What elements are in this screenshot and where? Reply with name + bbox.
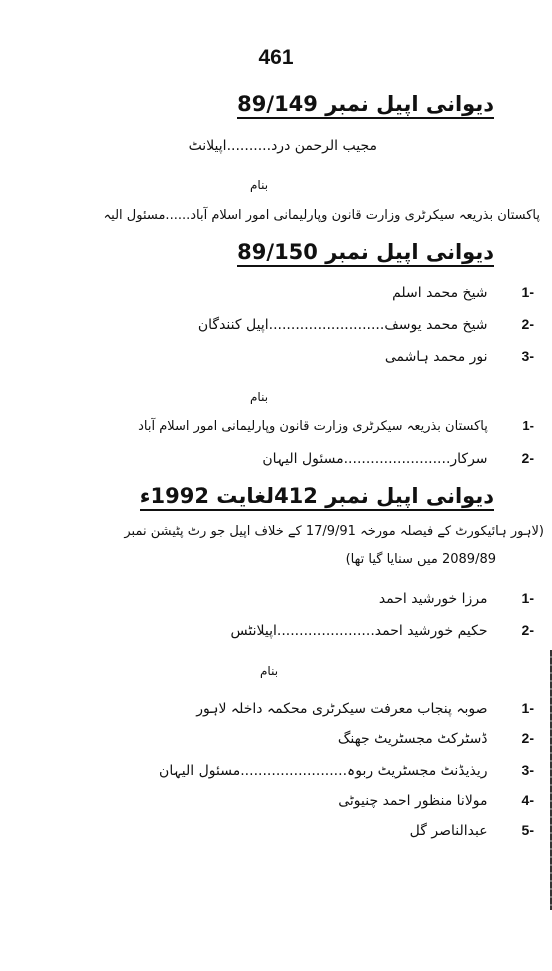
item-number: -1: [521, 590, 534, 606]
item-name: شیخ محمد یوسف..........................اپیل کنندگان: [197, 317, 488, 333]
appeal-412-note-line1: (لاہور ہائیکورٹ کے فیصلہ مورخہ 17/9/91 کے خلاف اپیل جو رٹ پٹیشن نمبر: [124, 524, 544, 539]
item-number: -1: [522, 418, 534, 433]
item-name: ریذیڈنٹ مجسٹریٹ ربوہ........................مسئول الیہان: [159, 763, 488, 779]
appeal-150-respondent-1: [138, 418, 534, 434]
item-number: -2: [521, 450, 534, 466]
appeal-412-versus: بنام: [260, 664, 279, 678]
appeal-150-appellant-2: [198, 316, 534, 333]
appeal-149-heading: [237, 92, 494, 116]
appeal-412-note-line2: 2089/89 میں سنایا گیا تھا): [345, 552, 496, 567]
item-number: -1: [521, 284, 534, 300]
appeal-412-respondent-2: [338, 730, 534, 747]
item-number: -5: [521, 822, 534, 838]
item-number: -2: [521, 622, 534, 638]
appeal-150-heading: [237, 240, 494, 264]
item-name: مرزا خورشید احمد: [378, 591, 488, 607]
item-number: -3: [521, 348, 534, 364]
appeal-412-respondent-5: [410, 822, 534, 839]
appeal-150-heading-text: دیوانی اپیل نمبر 89/150: [237, 240, 494, 267]
appeal-150-versus: بنام: [250, 390, 269, 404]
appeal-149-respondent: پاکستان بذریعہ سیکرٹری وزارت قانون وپارلیمانی امور اسلام آباد......مسئول الیہ: [103, 208, 540, 223]
item-number: -2: [521, 316, 534, 332]
item-name: حکیم خورشید احمد......................اپیلانٹس: [230, 623, 488, 639]
item-number: -3: [521, 762, 534, 778]
appeal-150-respondent-2: [262, 450, 534, 467]
item-number: -1: [521, 700, 534, 716]
page-number: 461: [258, 46, 294, 69]
item-name: سرکار........................مسئول الیہان: [262, 451, 488, 467]
appeal-150-appellant-1: [392, 284, 534, 301]
item-number: -2: [521, 730, 534, 746]
appeal-412-appellant-1: [379, 590, 534, 607]
item-name: صوبہ پنجاب معرفت سیکرٹری محکمہ داخلہ لاہور: [196, 701, 488, 717]
appeal-149-heading-text: دیوانی اپیل نمبر 89/149: [237, 92, 494, 119]
appeal-412-respondent-3: [159, 762, 534, 779]
appeal-149-appellant: مجیب الرحمن درد..........اپیلانٹ: [188, 138, 377, 154]
item-name: نور محمد ہاشمی: [384, 349, 488, 365]
item-name: مولانا منظور احمد چنیوٹی: [338, 793, 488, 809]
item-name: پاکستان بذریعہ سیکرٹری وزارت قانون وپارلیمانی امور اسلام آباد: [138, 419, 488, 434]
appeal-412-heading: [140, 484, 494, 508]
appeal-412-respondent-1: [196, 700, 534, 717]
appeal-412-appellant-2: [231, 622, 534, 639]
appeal-412-heading-text: دیوانی اپیل نمبر 412لغایت 1992ء: [140, 484, 494, 511]
appeal-412-respondent-4: [338, 792, 534, 809]
item-number: -4: [521, 792, 534, 808]
item-name: عبدالناصر گل: [409, 823, 488, 839]
appeal-149-versus: بنام: [250, 178, 269, 192]
appeal-150-appellant-3: [385, 348, 534, 365]
item-name: ڈسٹرکٹ مجسٹریٹ جھنگ: [337, 731, 488, 747]
item-name: شیخ محمد اسلم: [392, 285, 488, 301]
